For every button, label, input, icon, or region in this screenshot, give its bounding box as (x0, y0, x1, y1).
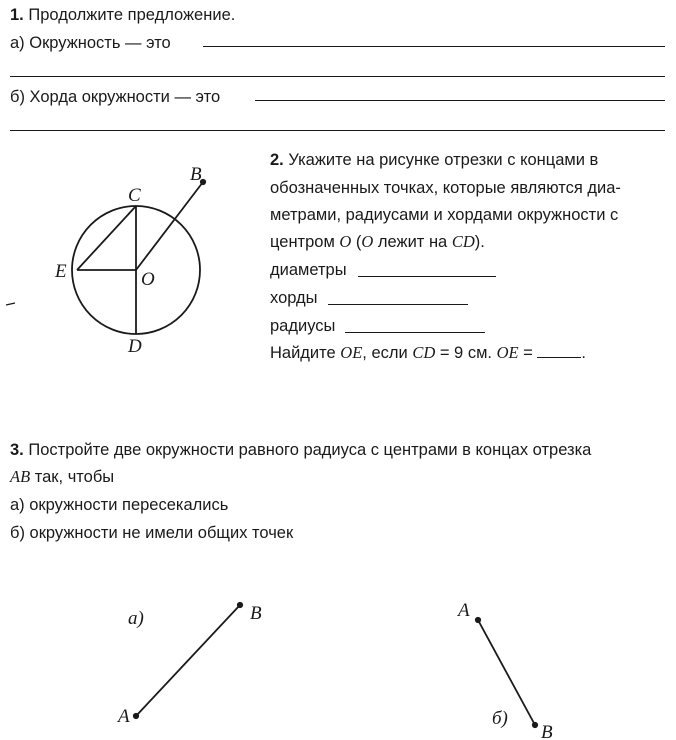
label-B-a: B (250, 603, 262, 624)
point-B-a (238, 603, 242, 607)
task2-number: 2. (270, 151, 284, 169)
task3-line1 (10, 440, 591, 460)
circle-figure (6, 180, 205, 334)
var-CD: CD (451, 232, 475, 251)
label-A-a: A (118, 706, 130, 727)
label-figure-a: а) (128, 608, 144, 629)
OE-answer-line[interactable] (537, 343, 581, 358)
diameters-answer-line[interactable] (358, 276, 496, 277)
task2-line4-paren: ( (351, 233, 362, 251)
stray-mark (6, 303, 15, 305)
var-O: O (339, 232, 352, 251)
var-OE-2: OE (496, 343, 519, 362)
segment-EC (77, 206, 136, 270)
task2-line1-text: Укажите на рисунке отрезки с концами в (288, 151, 599, 169)
task1-a-text: а) Окружность — это (10, 34, 171, 52)
var-AB: AB (10, 467, 31, 486)
task1-prompt: Продолжите предложение. (28, 6, 236, 24)
var-OE: OE (340, 343, 363, 362)
label-figure-b: б) (492, 708, 508, 729)
label-E: E (55, 261, 67, 282)
task2-line4-end: ). (474, 233, 485, 251)
find-pre: Найдите (270, 344, 341, 362)
task2-line4-mid: лежит на (373, 233, 452, 251)
var-CD-2: CD (412, 343, 436, 362)
task2-line2: обозначенных точках, которые являются диа- (270, 179, 621, 197)
radii-answer-line[interactable] (345, 332, 485, 333)
segment-OB (136, 182, 203, 270)
find-end: . (581, 344, 586, 362)
task3-line2 (10, 467, 114, 487)
label-B: B (190, 164, 202, 185)
label-O: O (141, 269, 155, 290)
find-eq: = 9 см. (435, 344, 497, 362)
label-C: C (128, 185, 141, 206)
task2-line3: метрами, радиусами и хордами окружности с (270, 206, 619, 224)
find-OE-line (270, 343, 586, 363)
segment-a (134, 603, 242, 718)
radii-label: радиусы (270, 317, 336, 335)
var-O-2: O (361, 232, 374, 251)
task1-number: 1. (10, 6, 24, 24)
point-A-b (476, 618, 480, 622)
chords-label: хорды (270, 289, 318, 307)
task1-b-text: б) Хорда окружности — это (10, 88, 221, 106)
point-A-a (134, 714, 138, 718)
find-eq2: = (518, 344, 538, 362)
task3-line1-text: Постройте две окружности равного радиуса с центрами в концах отрезка (28, 441, 592, 459)
task3-line2-rest: так, чтобы (30, 468, 115, 486)
label-A-b: A (458, 600, 470, 621)
chords-answer-line[interactable] (328, 304, 468, 305)
diameters-label: диаметры (270, 261, 347, 279)
task2-line4 (270, 232, 485, 252)
task3-a: а) окружности пересекались (10, 496, 229, 514)
task2-line1 (270, 150, 598, 170)
segment-AB-a (136, 605, 240, 716)
label-D: D (128, 336, 142, 357)
task2-line4-pre: центром (270, 233, 340, 251)
task3-b: б) окружности не имели общих точек (10, 524, 294, 542)
find-mid: , если (362, 344, 413, 362)
point-B-b (533, 723, 537, 727)
task3-number: 3. (10, 441, 24, 459)
label-B-b: B (541, 722, 553, 740)
